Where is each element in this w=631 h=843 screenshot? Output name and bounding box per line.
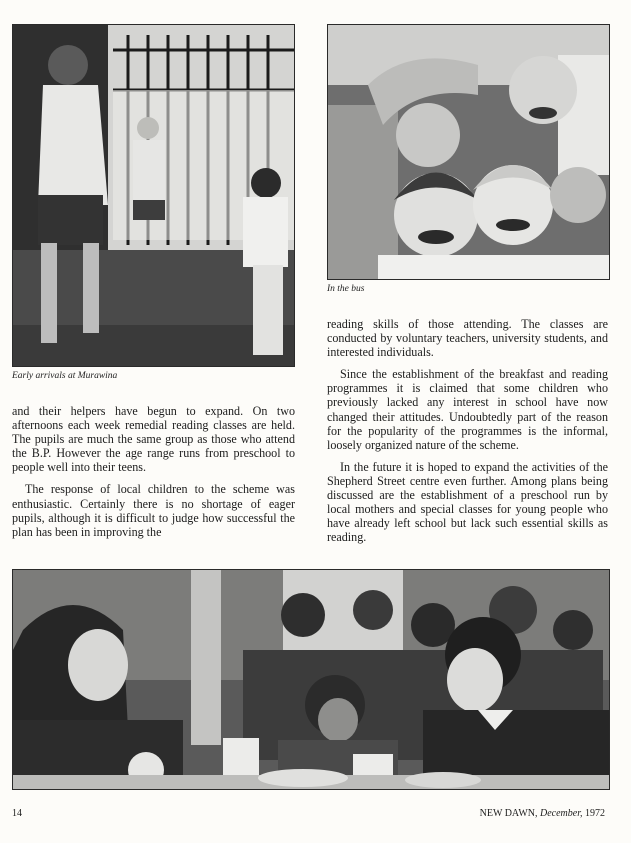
paragraph-3: reading skills of those attending. The classes are conducted by voluntary teachers, university students, and interested individuals.: [327, 317, 608, 360]
paragraph-1: and their helpers have begun to expand. On two afternoons each week remedial reading classes are held. The pupils are much the same group as those who attend the B.P. However the age range runs from preschool to people well into their teens.: [12, 404, 295, 475]
right-text-column: [327, 317, 608, 552]
issue-month: December,: [540, 808, 583, 819]
issue-year: 1972: [585, 808, 605, 819]
paragraph-2: The response of local children to the scheme was enthusiastic. Certainly there is no shortage of eager pupils, although it is difficult to judge how successful the plan has been in improving the: [12, 482, 295, 539]
publication-name: NEW DAWN,: [479, 808, 538, 819]
photo-in-the-bus: [327, 24, 610, 280]
photo-breakfast-table-image: [13, 570, 609, 789]
caption-in-the-bus: In the bus: [327, 284, 365, 294]
left-text-column: [12, 404, 295, 547]
paragraph-4: Since the establishment of the breakfast and reading programmes it is claimed that some children who previously lacked any interest in school have now changed their attitudes. Undoubtedly part of the reason for the popularity of the programmes is the informal, loosely organized nature of the scheme.: [327, 367, 608, 452]
photo-breakfast-table: [12, 569, 610, 790]
photo-in-the-bus-image: [328, 25, 609, 279]
caption-early-arrivals: Early arrivals at Murawina: [12, 371, 118, 381]
page-number: 14: [12, 808, 22, 819]
photo-early-arrivals-image: [13, 25, 294, 366]
photo-early-arrivals: [12, 24, 295, 367]
running-footer: [480, 808, 605, 819]
paragraph-5: In the future it is hoped to expand the activities of the Shepherd Street centre even further. Among plans being discussed are the establishment of a preschool run by local mothers and special classes for young people who have already left school but lack such essential skills as reading.: [327, 459, 608, 545]
